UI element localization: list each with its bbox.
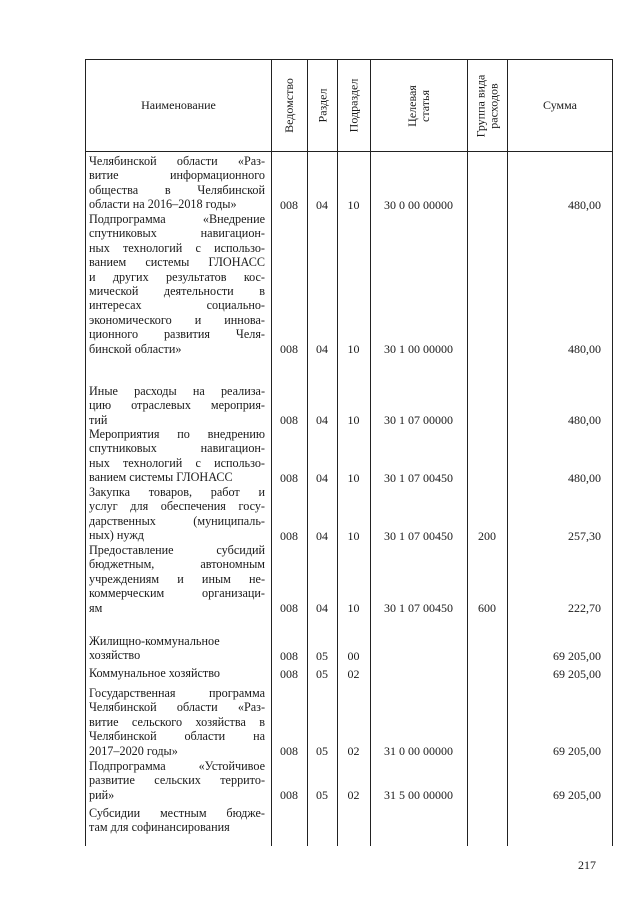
row-summa: 480,00 bbox=[568, 413, 601, 428]
row-summa: 480,00 bbox=[568, 470, 601, 485]
row-vedomstvo: 008 bbox=[280, 197, 298, 212]
header-summa-cell bbox=[508, 60, 612, 151]
row-name bbox=[89, 686, 265, 758]
header-celevaya-line1: Целевая bbox=[404, 84, 419, 127]
row-summa: 257,30 bbox=[568, 528, 601, 543]
row-name-line: витие информационного bbox=[89, 168, 265, 183]
header-name: Наименование bbox=[141, 98, 216, 112]
row-name-line: спутниковых навигацион- bbox=[89, 226, 265, 241]
row-name-line: ных технологий с использо- bbox=[89, 240, 265, 255]
budget-table bbox=[85, 59, 613, 846]
row-name-line: рий» bbox=[89, 787, 115, 802]
row-name bbox=[89, 666, 265, 680]
row-razdel: 04 bbox=[316, 470, 328, 485]
row-gruppa: 200 bbox=[478, 528, 496, 543]
row-name-line: хозяйство bbox=[89, 648, 141, 663]
row-podrazdel: 10 bbox=[347, 413, 360, 428]
row-name bbox=[89, 543, 265, 615]
row-name-line: Государственная программа bbox=[89, 686, 265, 700]
row-name-line: интересах социально- bbox=[89, 298, 265, 313]
row-podrazdel: 00 bbox=[347, 648, 360, 663]
row-name-line: Подпрограмма «Внедрение bbox=[89, 212, 265, 226]
row-vedomstvo: 008 bbox=[280, 666, 298, 681]
row-name bbox=[89, 384, 265, 427]
row-name-line: ям bbox=[89, 600, 103, 615]
row-vedomstvo: 008 bbox=[280, 788, 298, 803]
row-name bbox=[89, 212, 265, 356]
row-podrazdel: 02 bbox=[347, 788, 360, 803]
row-name-line: услуг для обеспечения госу- bbox=[89, 499, 265, 514]
row-name-line: 2017–2020 годы» bbox=[89, 743, 178, 758]
column-divider bbox=[337, 59, 338, 846]
row-name-line: учреждениям и иным не- bbox=[89, 571, 265, 586]
row-name-line: Подпрограмма «Устойчивое bbox=[89, 759, 265, 773]
column-divider bbox=[507, 59, 508, 846]
row-gruppa: 600 bbox=[478, 601, 496, 616]
row-podrazdel: 10 bbox=[347, 197, 360, 212]
row-name-line: бюджетным, автономным bbox=[89, 557, 265, 572]
row-podrazdel: 10 bbox=[347, 601, 360, 616]
row-celevaya: 31 0 00 00000 bbox=[384, 744, 453, 759]
header-name-cell bbox=[86, 60, 271, 151]
page-number: 217 bbox=[578, 858, 596, 872]
row-podrazdel: 10 bbox=[347, 342, 360, 357]
header-gruppa-line1: Группа вида bbox=[473, 74, 488, 137]
row-name-line: дарственных (муниципаль- bbox=[89, 513, 265, 528]
row-name-line: экономического и иннова- bbox=[89, 312, 265, 327]
row-razdel: 05 bbox=[316, 648, 328, 663]
row-name-line: ных) нужд bbox=[89, 528, 144, 543]
row-celevaya: 30 1 07 00450 bbox=[384, 601, 453, 616]
row-razdel: 04 bbox=[316, 413, 328, 428]
header-celevaya-line2: статья bbox=[417, 89, 432, 122]
row-summa: 480,00 bbox=[568, 342, 601, 357]
row-razdel: 05 bbox=[316, 744, 328, 759]
row-name-line: цию отраслевых мероприя- bbox=[89, 398, 265, 413]
row-name-line: Коммунальное хозяйство bbox=[89, 666, 220, 680]
row-name-line: Субсидии местным бюдже- bbox=[89, 806, 265, 820]
header-celevaya-cell bbox=[371, 60, 467, 151]
table-right-border bbox=[612, 59, 613, 846]
row-name-line: развитие сельских террито- bbox=[89, 773, 265, 788]
row-name-line: бинской области» bbox=[89, 341, 182, 356]
row-summa: 222,70 bbox=[568, 601, 601, 616]
row-podrazdel: 02 bbox=[347, 744, 360, 759]
header-gruppa-line2: расходов bbox=[486, 82, 501, 129]
header-podrazdel: Подраздел bbox=[346, 78, 361, 133]
row-podrazdel: 10 bbox=[347, 528, 360, 543]
header-gruppa bbox=[475, 74, 501, 137]
row-vedomstvo: 008 bbox=[280, 528, 298, 543]
header-vedomstvo-cell bbox=[272, 60, 307, 151]
row-summa: 69 205,00 bbox=[553, 666, 601, 681]
row-razdel: 04 bbox=[316, 601, 328, 616]
row-name-line: ционного развития Челя- bbox=[89, 327, 265, 342]
row-summa: 69 205,00 bbox=[553, 648, 601, 663]
row-summa: 69 205,00 bbox=[553, 744, 601, 759]
row-vedomstvo: 008 bbox=[280, 413, 298, 428]
row-name-line: тий bbox=[89, 412, 108, 427]
header-summa: Сумма bbox=[543, 98, 577, 112]
header-vedomstvo: Ведомство bbox=[282, 78, 297, 133]
row-name-line: витие сельского хозяйства в bbox=[89, 714, 265, 729]
column-divider bbox=[370, 59, 371, 846]
row-name-line: ванием системы ГЛОНАСС bbox=[89, 470, 233, 485]
row-vedomstvo: 008 bbox=[280, 744, 298, 759]
row-celevaya: 30 1 07 00450 bbox=[384, 470, 453, 485]
column-divider bbox=[467, 59, 468, 846]
row-name-line: Челябинской области на bbox=[89, 729, 265, 744]
row-name-line: и других результатов кос- bbox=[89, 269, 265, 284]
row-celevaya: 30 1 07 00000 bbox=[384, 413, 453, 428]
row-name-line: Предоставление субсидий bbox=[89, 543, 265, 557]
row-name bbox=[89, 154, 265, 212]
header-razdel-cell bbox=[308, 60, 337, 151]
column-divider bbox=[307, 59, 308, 846]
row-name-line: Иные расходы на реализа- bbox=[89, 384, 265, 398]
row-name-line: ванием системы ГЛОНАСС bbox=[89, 255, 265, 270]
row-name-line: коммерческим организаци- bbox=[89, 586, 265, 601]
row-celevaya: 31 5 00 00000 bbox=[384, 788, 453, 803]
row-podrazdel: 02 bbox=[347, 666, 360, 681]
row-celevaya: 30 1 00 00000 bbox=[384, 342, 453, 357]
row-name bbox=[89, 427, 265, 485]
row-vedomstvo: 008 bbox=[280, 601, 298, 616]
row-razdel: 04 bbox=[316, 197, 328, 212]
row-name-line: Жилищно-коммунальное bbox=[89, 634, 220, 648]
row-name-line: Закупка товаров, работ и bbox=[89, 485, 265, 499]
row-razdel: 04 bbox=[316, 528, 328, 543]
header-gruppa-cell bbox=[468, 60, 507, 151]
row-razdel: 05 bbox=[316, 666, 328, 681]
row-razdel: 05 bbox=[316, 788, 328, 803]
row-summa: 69 205,00 bbox=[553, 788, 601, 803]
row-name bbox=[89, 485, 265, 543]
row-vedomstvo: 008 bbox=[280, 342, 298, 357]
row-name-line: ных технологий с использо- bbox=[89, 455, 265, 470]
row-razdel: 04 bbox=[316, 342, 328, 357]
row-vedomstvo: 008 bbox=[280, 648, 298, 663]
row-name-line: спутниковых навигацион- bbox=[89, 441, 265, 456]
row-celevaya: 30 1 07 00450 bbox=[384, 528, 453, 543]
table-left-border bbox=[85, 59, 86, 846]
row-name-line: мической деятельности в bbox=[89, 284, 265, 299]
row-name bbox=[89, 759, 265, 802]
header-celevaya bbox=[406, 85, 432, 127]
column-divider bbox=[271, 59, 272, 846]
row-podrazdel: 10 bbox=[347, 470, 360, 485]
row-name-line: там для софинансирования bbox=[89, 820, 230, 835]
header-bottom-border bbox=[85, 151, 613, 152]
row-name-line: Челябинской области «Раз- bbox=[89, 700, 265, 715]
row-name-line: области на 2016–2018 годы» bbox=[89, 197, 237, 212]
header-razdel: Раздел bbox=[315, 88, 330, 123]
row-name bbox=[89, 806, 265, 835]
row-name-line: общества в Челябинской bbox=[89, 182, 265, 197]
row-celevaya: 30 0 00 00000 bbox=[384, 197, 453, 212]
header-podrazdel-cell bbox=[338, 60, 370, 151]
row-name-line: Челябинской области «Раз- bbox=[89, 154, 265, 168]
row-name-line: Мероприятия по внедрению bbox=[89, 427, 265, 441]
row-name bbox=[89, 634, 265, 663]
row-vedomstvo: 008 bbox=[280, 470, 298, 485]
row-summa: 480,00 bbox=[568, 197, 601, 212]
